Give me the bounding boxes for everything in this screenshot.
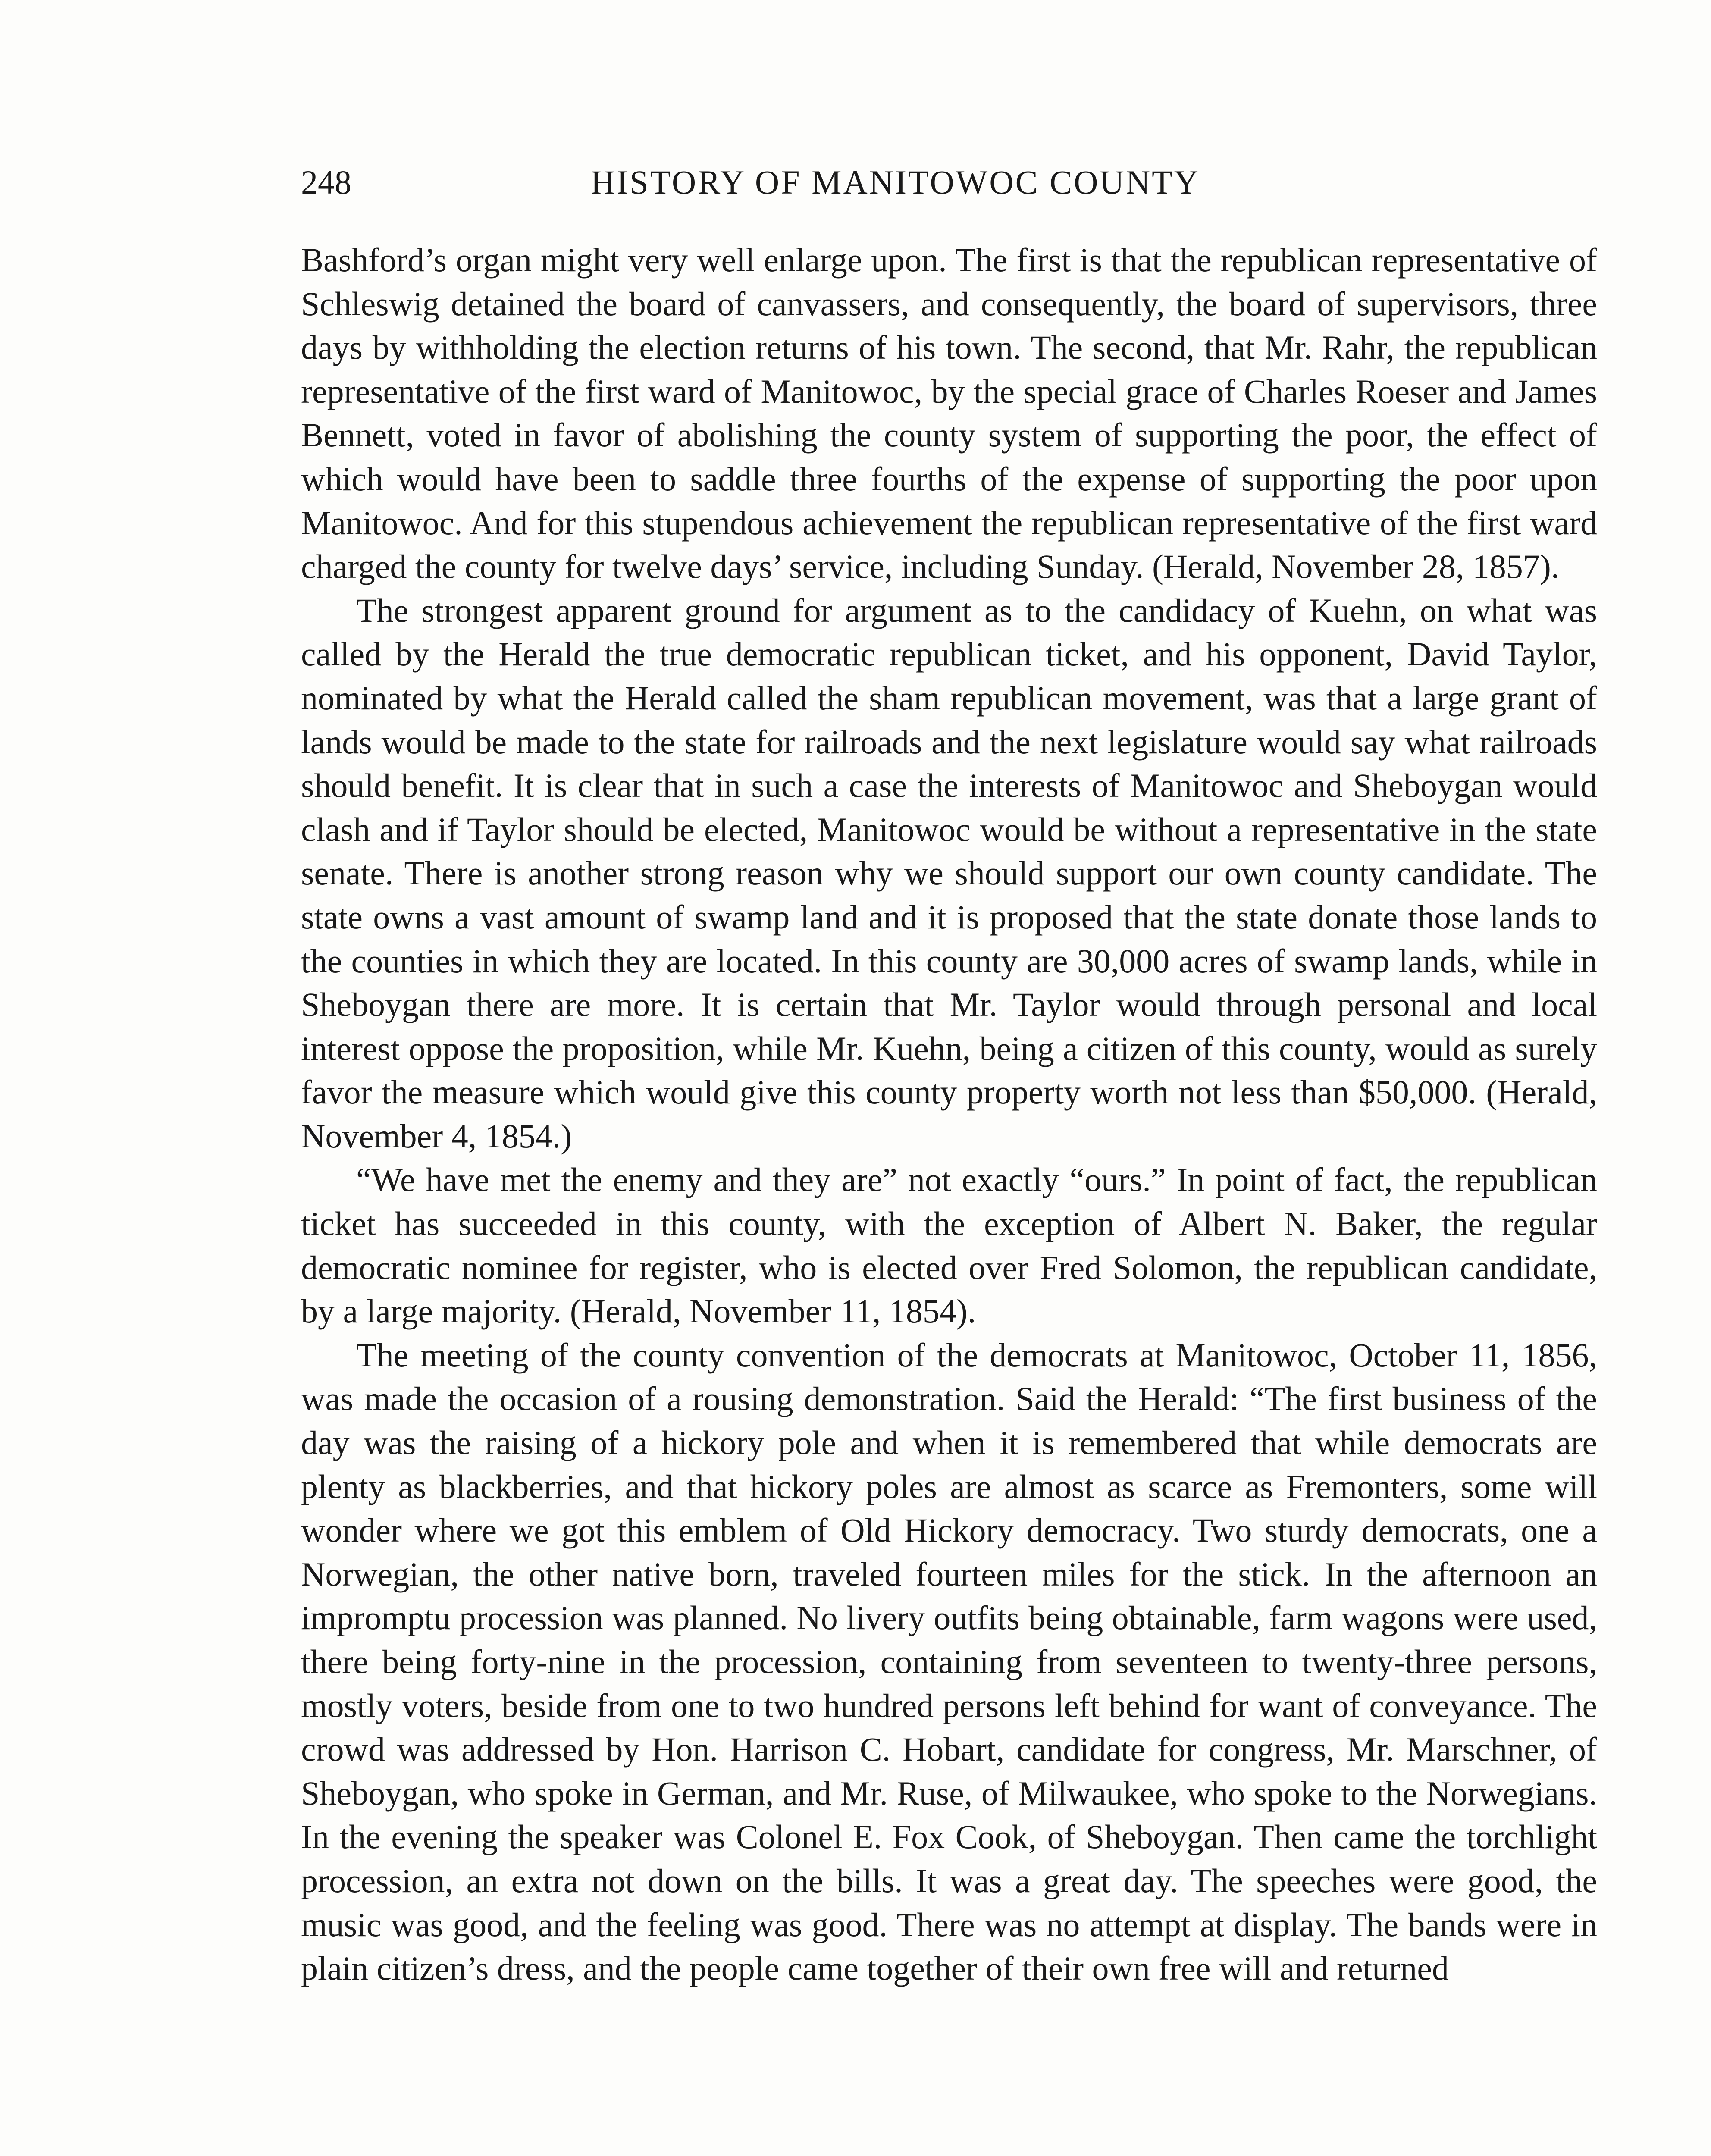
running-title: HISTORY OF MANITOWOC COUNTY xyxy=(591,163,1200,201)
paragraph-continued: Bashford’s organ might very well enlarge upon. The first is that the republican representative of Schleswig detained the board of canvassers, and consequently, the board of supervisors, three days by withholding the election returns of his town. The second, that Mr. Rahr, the republican representative of the first ward of Manitowoc, by the special grace of Charles Roeser and James Bennett, voted in favor of abolishing the county system of supporting the poor, the effect of which would have been to saddle three fourths of the expense of supporting the poor upon Manitowoc. And for this stupendous achievement the republican representative of the first ward charged the county for twelve days’ service, including Sunday. (Herald, November 28, 1857). xyxy=(301,241,1597,586)
body-text xyxy=(301,238,1597,1990)
running-head xyxy=(301,159,1595,206)
paragraph-kuehn-candidacy: The strongest apparent ground for argument as to the candidacy of Kuehn, on what was called by the Herald the true democratic republican ticket, and his opponent, David Taylor, nominated by what the Herald called the sham republican movement, was that a large grant of lands would be made to the state for railroads and the next legislature would say what railroads should benefit. It is clear that in such a case the interests of Manitowoc and Sheboygan would clash and if Taylor should be elected, Manitowoc would be without a representative in the state senate. There is another strong reason why we should support our own county candidate. The state owns a vast amount of swamp land and it is proposed that the state donate those lands to the counties in which they are located. In this county are 30,000 acres of swamp lands, while in Sheboygan there are more. It is certain that Mr. Taylor would through personal and local interest oppose the proposition, while Mr. Kuehn, being a citizen of this county, would as surely favor the measure which would give this county property worth not less than $50,000. (Herald, November 4, 1854.) xyxy=(301,591,1597,1155)
paragraph-election-result: “We have met the enemy and they are” not exactly “ours.” In point of fact, the republican ticket has succeeded in this county, with the exception of Albert N. Baker, the regular democratic nominee for register, who is elected over Fred Solomon, the republican candidate, by a large majority. (Herald, November 11, 1854). xyxy=(301,1161,1597,1330)
page-number: 248 xyxy=(301,163,351,201)
paragraph-county-convention: The meeting of the county convention of the democrats at Manitowoc, October 11, 1856, was made the occasion of a rousing demonstration. Said the Herald: “The first business of the day was the raising of a hickory pole and when it is remembered that while democrats are plenty as blackberries, and that hickory poles are almost as scarce as Fremonters, some will wonder where we got this emblem of Old Hickory democracy. Two sturdy democrats, one a Norwegian, the other native born, traveled fourteen miles for the stick. In the afternoon an impromptu procession was planned. No livery outfits being obtainable, farm wagons were used, there being forty-nine in the procession, containing from seventeen to twenty-three persons, mostly voters, beside from one to two hundred persons left behind for want of conveyance. The crowd was addressed by Hon. Harrison C. Hobart, candidate for congress, Mr. Marschner, of Sheboygan, who spoke in German, and Mr. Ruse, of Milwaukee, who spoke to the Norwegians. In the evening the speaker was Colonel E. Fox Cook, of Sheboygan. Then came the torchlight procession, an extra not down on the bills. It was a great day. The speeches were good, the music was good, and the feeling was good. There was no attempt at display. The bands were in plain citizen’s dress, and the people came together of their own free will and returned xyxy=(301,1336,1597,1987)
